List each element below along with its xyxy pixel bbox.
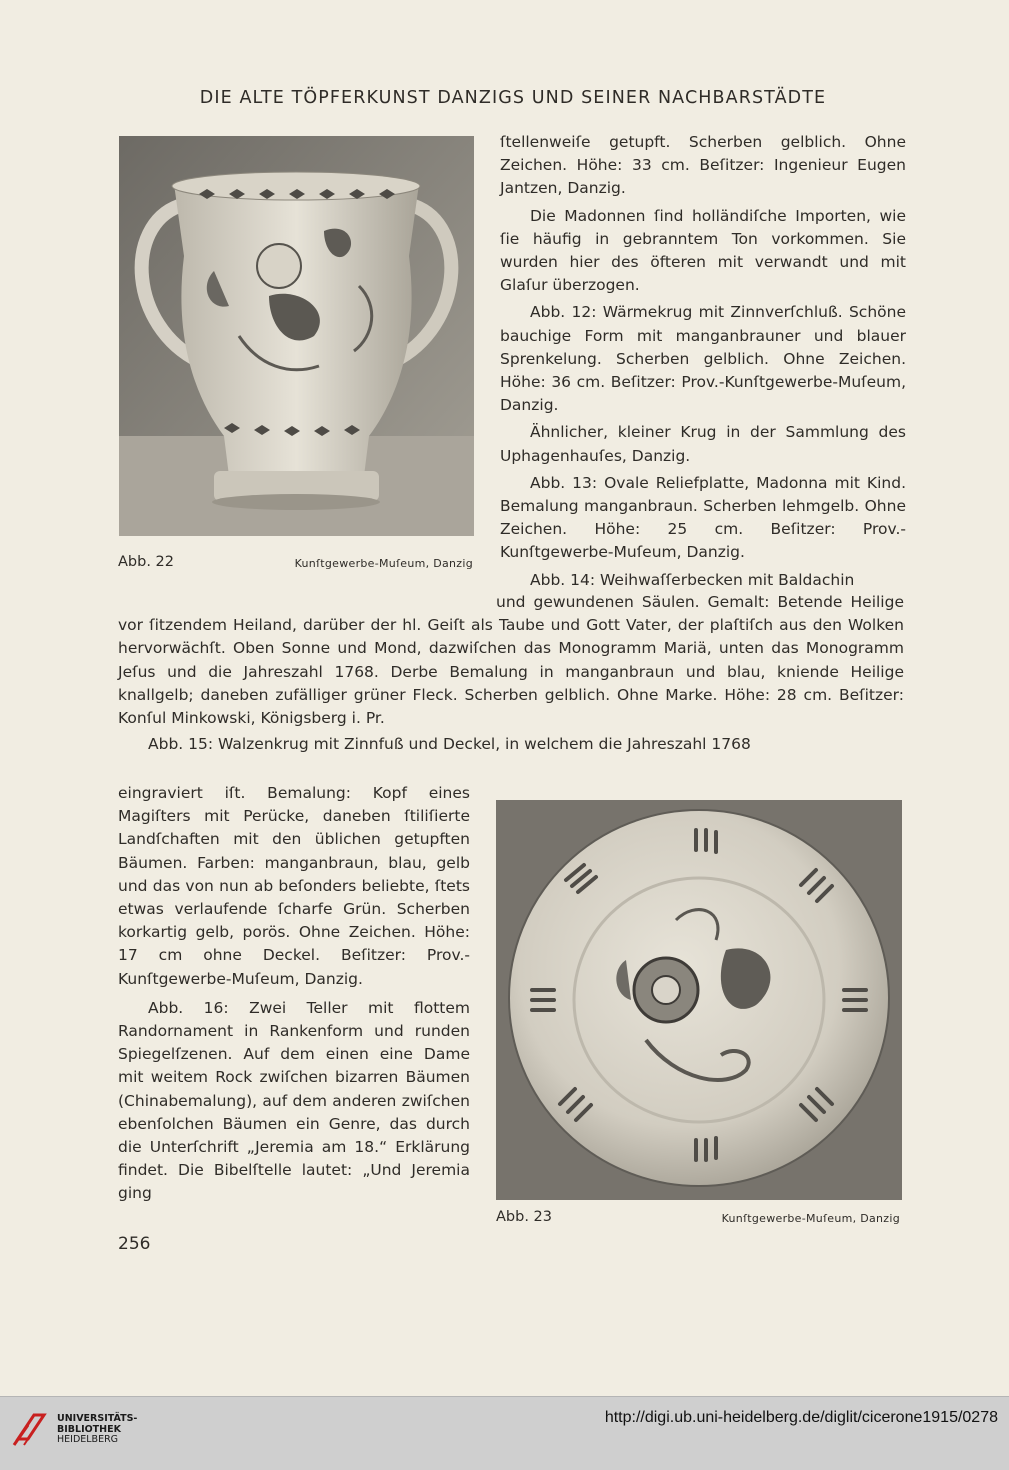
footer-bar — [0, 1396, 1009, 1470]
figure-22-photo — [119, 136, 474, 536]
running-header: DIE ALTE TÖPFERKUNST DANZIGS UND SEINER NACHBARSTÄDTE — [199, 88, 827, 108]
paragraph: eingraviert iſt. Bemalung: Kopf eines Magiſters mit Perücke, daneben ſtiliſierte Landſchaften mit den üblichen getupften Bäumen. Farben: manganbraun, blau, gelb und das von nun ab beſonders beliebte, ſtets etwas verlaufende ſcharfe Grün. Scherben korkartig gelb, porös. Ohne Zeichen. Höhe: 17 cm ohne Deckel. Beſitzer: Prov.-Kunſtgewerbe-Muſeum, Danzig. — [118, 784, 470, 988]
figure-23-source: Kunſtgewerbe-Muſeum, Danzig — [721, 1212, 900, 1225]
paragraph: Abb. 12: Wärmekrug mit Zinnverſchluß. Schöne bauchige Form mit manganbrauner und blauer Sprenkelung. Scherben gelblich. Ohne Zeichen. Höhe: 36 cm. Beſitzer: Prov.-Kunſtgewerbe-Muſeum, Danzig. — [500, 303, 906, 415]
full-width-text — [118, 591, 904, 756]
paragraph: Abb. 16: Zwei Teller mit flottem Randornament in Rankenform und runden Spiegelſzenen. Auf dem einen eine Dame mit weitem Rock zwiſchen bizarren Bäumen (Chinabemalung), auf dem anderen zwiſchen ebenſolchen Bäumen ein Genre, das durch die Unterſchrift „Jeremia am 18.“ Erklärung findet. Die Bibelſtelle lautet: „Und Jeremia ging — [118, 998, 470, 1203]
vase-photo-icon — [119, 136, 474, 536]
permalink-url[interactable]: http://digi.ub.uni-heidelberg.de/diglit/cicerone1915/0278 — [604, 1409, 998, 1426]
figure-22-source: Kunſtgewerbe-Muſeum, Danzig — [294, 557, 473, 570]
paragraph: Abb. 13: Ovale Reliefplatte, Madonna mit Kind. Bemalung manganbraun. Scherben lehmgelb. Ohne Zeichen. Höhe: 25 cm. Beſitzer: Prov.-Kunſtgewerbe-Muſeum, Danzig. — [500, 473, 906, 562]
plate-photo-icon — [496, 800, 902, 1200]
library-logo-text[interactable] — [57, 1414, 137, 1446]
logo-line: UNIVERSITÄTS- — [57, 1413, 138, 1424]
right-column-text — [500, 131, 906, 592]
figure-23-caption — [496, 1209, 900, 1225]
logo-line: BIBLIOTHEK — [57, 1423, 121, 1435]
library-logo-icon[interactable] — [10, 1407, 52, 1449]
paragraph: Abb. 15: Walzenkrug mit Zinnfuß und Deckel, in welchem die Jahreszahl 1768 — [148, 735, 751, 754]
figure-22-label: Abb. 22 — [118, 554, 174, 570]
paragraph: ſtellenweiſe getupft. Scherben gelblich. Ohne Zeichen. Höhe: 33 cm. Beſitzer: Ingenieur Eugen Jantzen, Danzig. — [500, 133, 906, 198]
left-column-text — [118, 782, 470, 1206]
paragraph: Die Madonnen ſind holländiſche Importen, wie ſie häufig in gebranntem Ton vorkommen. Sie wurden hier des öfteren mit verwandt und mit Glaſur überzogen. — [500, 206, 906, 295]
paragraph: und gewundenen Säulen. Gemalt: Betende Heilige vor ſitzendem Heiland, darüber der hl. Geiſt als Taube und Gott Vater, der plaſtiſch aus den Wolken hervorwächſt. Oben Sonne und Mond, dazwiſchen das Monogramm Mariä, unten das Monogramm Jeſus und die Jahreszahl 1768. Derbe Bemalung in manganbraun und blau, kniende Heilige knallgelb; daneben zufälliger grüner Fleck. Scherben gelblich. Ohne Marke. Höhe: 28 cm. Beſitzer: Konſul Minkowski, Königsberg i. Pr. — [118, 593, 904, 728]
paragraph: Abb. 14: Weihwaſſerbecken mit Baldachin — [530, 570, 855, 589]
figure-23-photo — [496, 800, 902, 1200]
paragraph: Ähnlicher, kleiner Krug in der Sammlung des Uphagenhauſes, Danzig. — [500, 423, 906, 465]
logo-line: HEIDELBERG — [57, 1434, 119, 1445]
page-number: 256 — [118, 1234, 151, 1254]
figure-23-label: Abb. 23 — [496, 1209, 552, 1225]
figure-22-caption — [118, 554, 473, 570]
